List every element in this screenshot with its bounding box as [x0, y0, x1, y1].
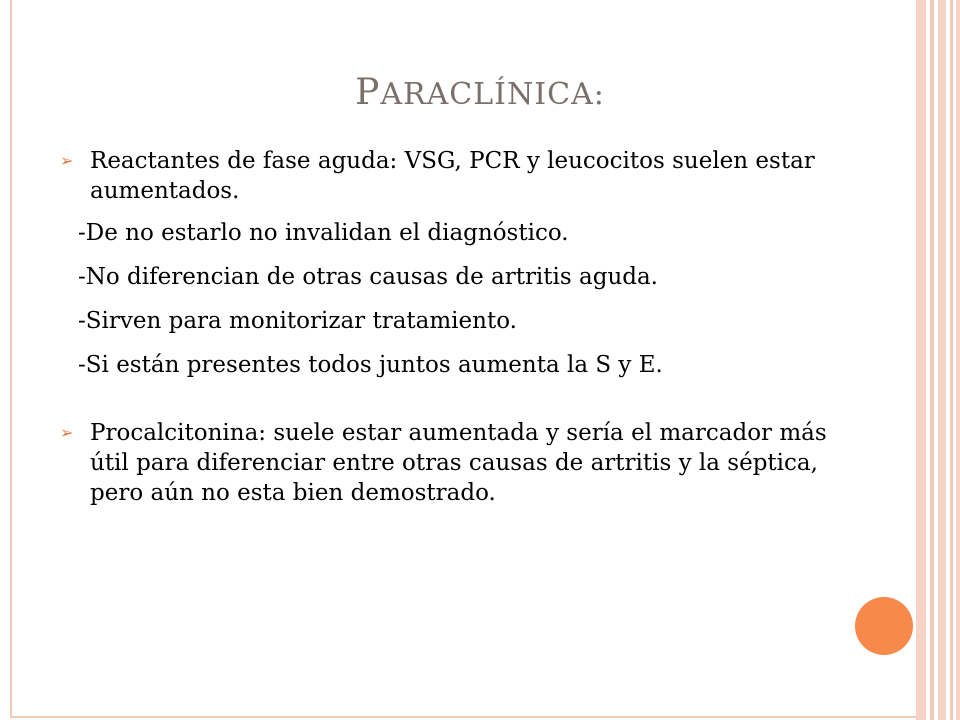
sub-item: -Sirven para monitorizar tratamiento. — [78, 308, 517, 334]
arrow-bullet-icon: ➢ — [60, 151, 74, 170]
decorative-circle — [855, 597, 913, 655]
sub-item: -Si están presentes todos juntos aumenta la S y E. — [78, 352, 663, 378]
slide-title: PARACLÍNICA: — [355, 72, 605, 113]
sub-item: -De no estarlo no invalidan el diagnóstico. — [78, 220, 569, 246]
arrow-bullet-icon: ➢ — [60, 423, 74, 442]
bullet-item: ➢ Reactantes de fase aguda: VSG, PCR y leucocitos suelen estar aumentados. — [60, 148, 815, 204]
slide-content — [60, 146, 840, 508]
sub-item: -No diferencian de otras causas de artritis aguda. — [78, 264, 658, 290]
bullet-item: ➢ Procalcitonina: suele estar aumentada y sería el marcador más útil para diferenciar entre otras causas de artritis y la séptica, pero aún no esta bien demostrado. — [60, 420, 827, 506]
